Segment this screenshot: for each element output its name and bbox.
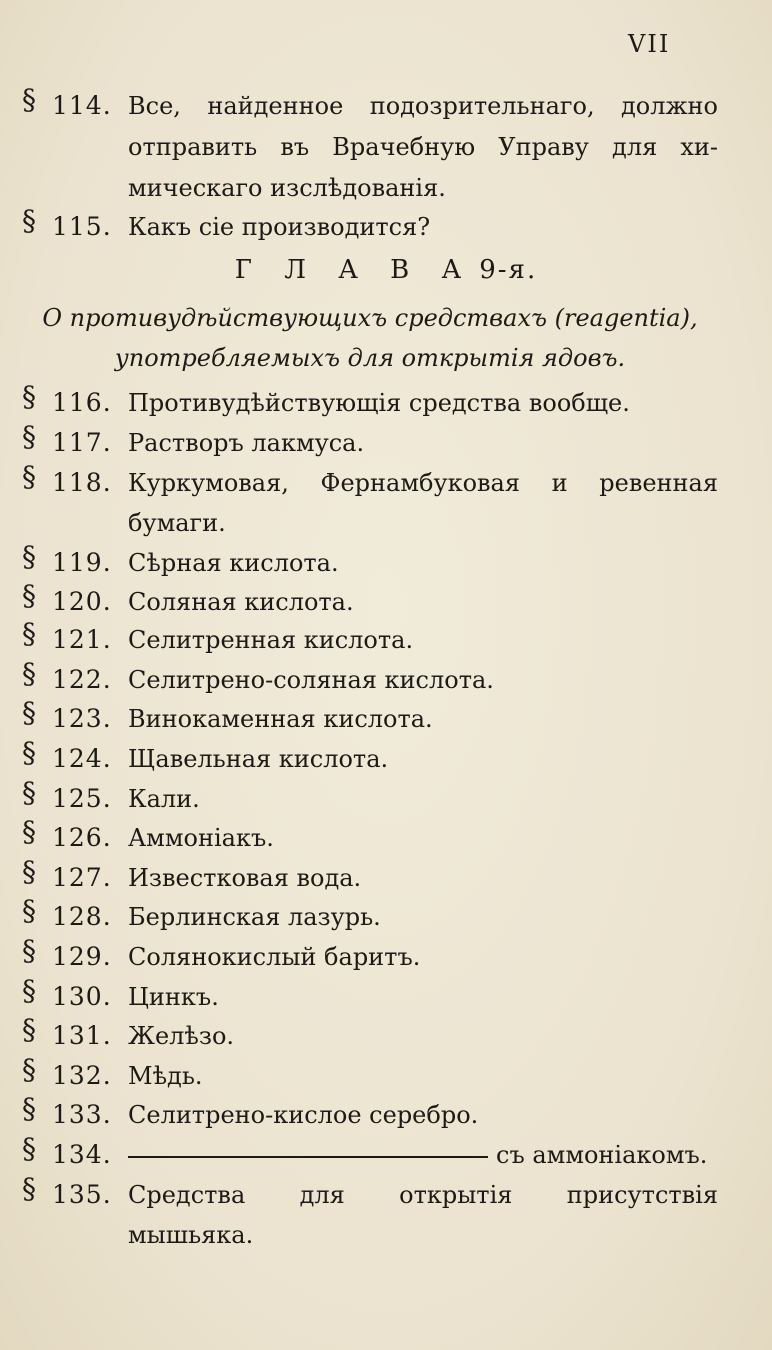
entry-text: мышьяка. bbox=[128, 1221, 254, 1249]
section-sign: § bbox=[22, 380, 36, 413]
section-sign: § bbox=[22, 696, 36, 729]
entry-text-row bbox=[128, 1135, 718, 1175]
section-sign: § bbox=[22, 934, 36, 967]
section-sign: § bbox=[22, 1092, 36, 1125]
section-sign: § bbox=[22, 1172, 36, 1205]
section-number: 120. bbox=[52, 587, 112, 616]
entry-text: Желѣзо. bbox=[128, 1022, 235, 1050]
entry-text: Растворъ лакмуса. bbox=[128, 429, 365, 457]
entry-text: Средства для открытія присутствія bbox=[128, 1181, 718, 1209]
entry-text: Кали. bbox=[128, 785, 200, 813]
section-number: 126. bbox=[52, 823, 112, 852]
chapter-number: 9-я. bbox=[479, 255, 538, 285]
section-sign: § bbox=[22, 736, 36, 769]
section-number: 133. bbox=[52, 1100, 112, 1129]
section-number: 132. bbox=[52, 1061, 112, 1090]
section-sign: § bbox=[22, 776, 36, 809]
entry-text: Щавельная кислота. bbox=[128, 745, 389, 773]
entry-text: Селитренная кислота. bbox=[128, 626, 414, 654]
entry-text: отправить въ Врачебную Управу для хи- bbox=[128, 133, 718, 161]
chapter-subtitle: употребляемыхъ для открытія ядовъ. bbox=[114, 344, 626, 372]
entry-text: Все, найденное подозрительнаго, должно bbox=[128, 92, 718, 120]
section-sign: § bbox=[22, 204, 36, 237]
page-number: VII bbox=[628, 30, 671, 58]
entry-text: Цинкъ. bbox=[128, 983, 219, 1011]
entry-text: Мѣдь. bbox=[128, 1062, 203, 1090]
section-sign: § bbox=[22, 657, 36, 690]
entry-text: Аммоніакъ. bbox=[128, 824, 274, 852]
entry-text: Соляная кислота. bbox=[128, 588, 354, 616]
section-sign: § bbox=[22, 1132, 36, 1165]
section-number: 123. bbox=[52, 704, 112, 733]
section-sign: § bbox=[22, 617, 36, 650]
section-sign: § bbox=[22, 815, 36, 848]
entry-text: Винокаменная кислота. bbox=[128, 705, 433, 733]
section-number: 124. bbox=[52, 744, 112, 773]
section-number: 118. bbox=[52, 468, 112, 497]
section-sign: § bbox=[22, 420, 36, 453]
ditto-dash-line bbox=[128, 1156, 488, 1158]
chapter-subtitle: О противудѣйствующихъ средствахъ (reagentia), bbox=[42, 304, 698, 332]
entry-text: Сѣрная кислота. bbox=[128, 549, 339, 577]
section-number: 117. bbox=[52, 428, 112, 457]
section-sign: § bbox=[22, 460, 36, 493]
chapter-heading bbox=[0, 255, 772, 285]
section-number: 122. bbox=[52, 665, 112, 694]
section-number: 127. bbox=[52, 863, 112, 892]
chapter-label: Г Л А В А bbox=[234, 255, 474, 285]
section-number: 114. bbox=[52, 91, 112, 120]
section-number: 116. bbox=[52, 388, 112, 417]
section-number: 119. bbox=[52, 548, 112, 577]
section-number: 128. bbox=[52, 902, 112, 931]
entry-text: мическаго изслѣдованія. bbox=[128, 174, 446, 202]
entry-text: Берлинская лазурь. bbox=[128, 903, 381, 931]
section-number: 129. bbox=[52, 942, 112, 971]
section-number: 121. bbox=[52, 625, 112, 654]
section-number: 125. bbox=[52, 784, 112, 813]
section-sign: § bbox=[22, 894, 36, 927]
section-number: 131. bbox=[52, 1021, 112, 1050]
section-number: 115. bbox=[52, 212, 112, 241]
section-number: 134. bbox=[52, 1140, 112, 1169]
section-sign: § bbox=[22, 1053, 36, 1086]
section-sign: § bbox=[22, 579, 36, 612]
entry-text: Известковая вода. bbox=[128, 864, 362, 892]
entry-text: съ аммоніакомъ. bbox=[496, 1141, 708, 1169]
entry-text: Селитрено-соляная кислота. bbox=[128, 666, 494, 694]
section-number: 130. bbox=[52, 982, 112, 1011]
section-sign: § bbox=[22, 855, 36, 888]
entry-text: Селитрено-кислое серебро. bbox=[128, 1101, 479, 1129]
entry-text: Противудѣйствующія средства вообще. bbox=[128, 389, 630, 417]
entry-text: Какъ сіе производится? bbox=[128, 213, 431, 241]
entry-text: бумаги. bbox=[128, 509, 226, 537]
section-number: 135. bbox=[52, 1180, 112, 1209]
entry-text: Солянокислый баритъ. bbox=[128, 943, 421, 971]
section-sign: § bbox=[22, 540, 36, 573]
section-sign: § bbox=[22, 1013, 36, 1046]
section-sign: § bbox=[22, 974, 36, 1007]
section-sign: § bbox=[22, 83, 36, 116]
entry-text: Куркумовая, Фернамбуковая и ревенная bbox=[128, 469, 718, 497]
